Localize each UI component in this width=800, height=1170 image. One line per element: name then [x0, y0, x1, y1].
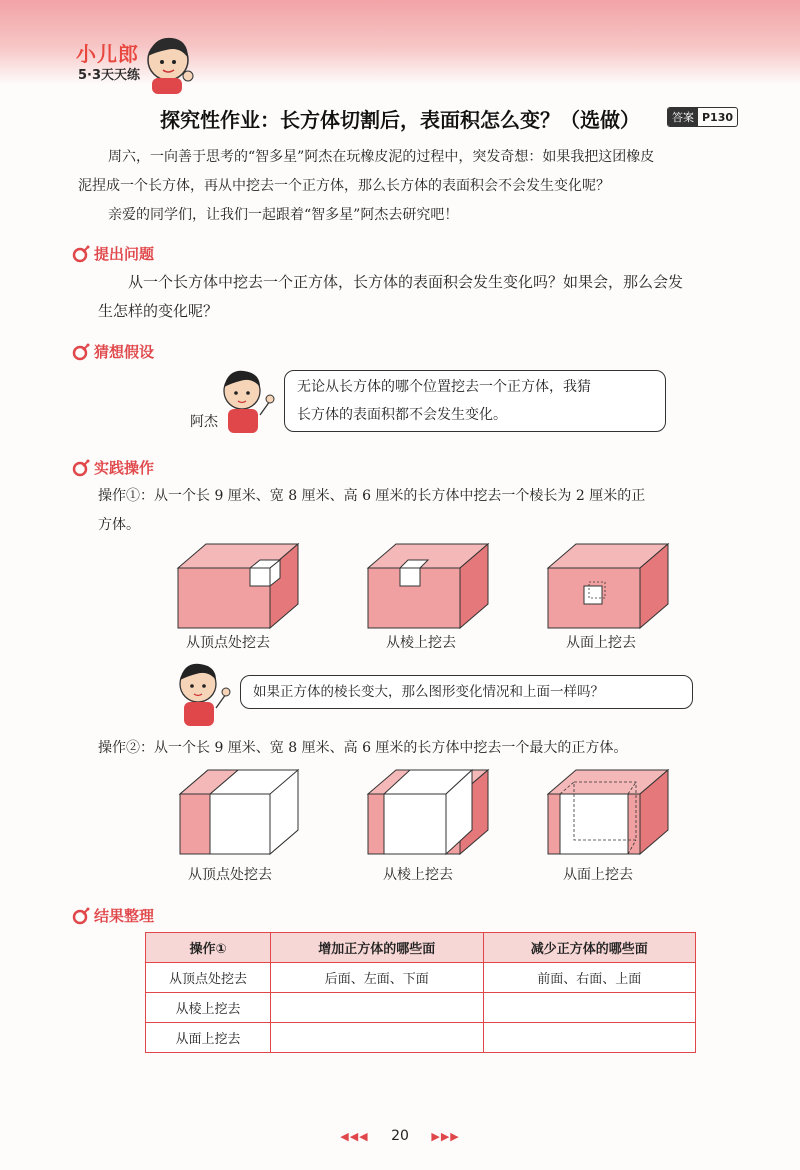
next-arrows-icon: ▶▶▶	[431, 1130, 460, 1143]
op2-caption-face: 从面上挖去	[563, 867, 633, 883]
table-cell[interactable]: 前面、右面、上面	[483, 963, 696, 993]
page-number: 20	[391, 1128, 409, 1144]
op1-figure-vertex	[170, 540, 305, 632]
operation2-line-1: 操作②：从一个长 9 厘米、宽 8 厘米、高 6 厘米的长方体中挖去一个最大的正方体。	[98, 740, 628, 756]
guess-speech-bubble	[284, 370, 666, 432]
table-cell: 从面上挖去	[146, 1023, 271, 1053]
table-row	[146, 993, 696, 1023]
series-name: 5·3天天练	[78, 68, 141, 83]
table-cell: 从棱上挖去	[146, 993, 271, 1023]
section-question	[72, 243, 154, 264]
question-speech-bubble	[240, 675, 693, 709]
guess-bubble-line-2: 长方体的表面积都不会发生变化。	[297, 407, 507, 423]
page-title: 探究性作业：长方体切割后，表面积怎么变？（选做）	[160, 108, 640, 132]
intro-line-1: 周六，一向善于思考的“智多星”阿杰在玩橡皮泥的过程中，突发奇想：如果我把这团橡皮	[108, 149, 655, 165]
table-header-cell: 操作①	[146, 933, 271, 963]
answer-page: P130	[702, 110, 734, 124]
table-row	[146, 1023, 696, 1053]
question-line-1: 从一个长方体中挖去一个正方体，长方体的表面积会发生变化吗？如果会，那么会发	[128, 273, 684, 291]
brand-name: 小儿郎	[76, 42, 139, 66]
op2-figure-face	[540, 766, 675, 861]
op1-caption-vertex: 从顶点处挖去	[186, 635, 270, 651]
answer-tag[interactable]	[667, 107, 738, 127]
guess-bubble-line-1: 无论从长方体的哪个位置挖去一个正方体，我猜	[297, 379, 591, 395]
intro-line-3: 亲爱的同学们，让我们一起跟着“智多星”阿杰去研究吧！	[108, 207, 459, 223]
operation1-line-2: 方体。	[98, 517, 140, 533]
answer-label: 答案	[668, 108, 698, 126]
op1-figure-face	[540, 540, 675, 632]
question-bubble-text: 如果正方体的棱长变大，那么图形变化情况和上面一样吗？	[253, 684, 604, 700]
table-header-row	[146, 933, 696, 963]
kid-name-label: 阿杰	[190, 414, 218, 430]
table-header-cell: 减少正方体的哪些面	[483, 933, 696, 963]
table-header-cell: 增加正方体的哪些面	[271, 933, 484, 963]
section-result-label: 结果整理	[94, 907, 155, 925]
kid-mascot-icon	[148, 38, 193, 94]
question-line-2: 生怎样的变化呢？	[98, 302, 219, 320]
op1-figure-edge	[360, 540, 495, 632]
section-bullet-icon	[72, 343, 90, 361]
table-cell[interactable]	[271, 1023, 484, 1053]
table-cell[interactable]	[483, 1023, 696, 1053]
section-practice-label: 实践操作	[94, 459, 155, 477]
section-bullet-icon	[72, 459, 90, 477]
section-question-label: 提出问题	[94, 245, 155, 263]
table-row	[146, 963, 696, 993]
page-footer	[0, 1128, 800, 1144]
kid-character-icon	[210, 365, 280, 437]
section-guess-label: 猜想假设	[94, 343, 155, 361]
section-bullet-icon	[72, 245, 90, 263]
table-cell[interactable]	[483, 993, 696, 1023]
prev-arrows-icon: ◀◀◀	[340, 1130, 369, 1143]
kid-character-icon	[166, 658, 236, 730]
op2-figure-edge	[360, 766, 495, 861]
section-practice	[72, 457, 154, 478]
op1-caption-edge: 从棱上挖去	[386, 635, 456, 651]
operation1-line-1: 操作①：从一个长 9 厘米、宽 8 厘米、高 6 厘米的长方体中挖去一个棱长为 2 厘米的正	[98, 488, 646, 504]
section-guess	[72, 341, 154, 362]
table-cell[interactable]	[271, 993, 484, 1023]
intro-line-2: 泥捏成一个长方体，再从中挖去一个正方体，那么长方体的表面积会不会发生变化呢？	[78, 178, 610, 194]
table-cell[interactable]: 后面、左面、下面	[271, 963, 484, 993]
section-bullet-icon	[72, 907, 90, 925]
section-result	[72, 905, 154, 926]
table-cell: 从顶点处挖去	[146, 963, 271, 993]
op1-caption-face: 从面上挖去	[566, 635, 636, 651]
op2-figure-vertex	[170, 766, 305, 861]
op2-caption-vertex: 从顶点处挖去	[188, 867, 272, 883]
result-table	[145, 932, 696, 1053]
op2-caption-edge: 从棱上挖去	[383, 867, 453, 883]
